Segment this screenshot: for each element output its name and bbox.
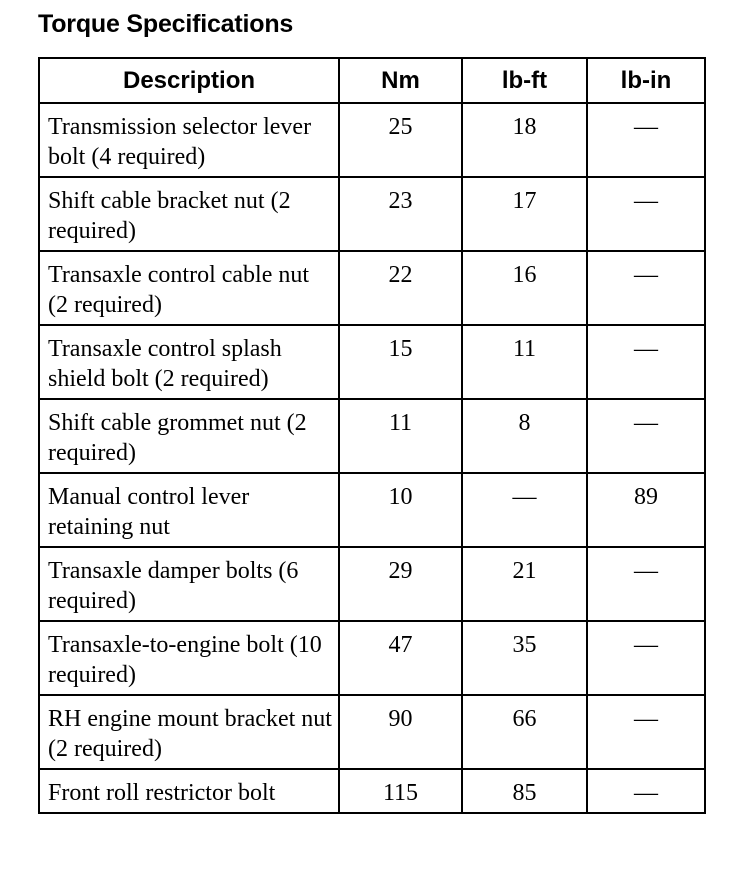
row-lb-ft: 17 bbox=[462, 177, 587, 251]
row-lb-ft: 8 bbox=[462, 399, 587, 473]
row-lb-in: — bbox=[587, 547, 705, 621]
row-nm: 115 bbox=[339, 769, 462, 813]
torque-specifications-table bbox=[38, 57, 706, 814]
row-description: Shift cable grommet nut (2 required) bbox=[39, 399, 339, 473]
table-row bbox=[39, 103, 705, 177]
row-description: Transmission selector lever bolt (4 required) bbox=[39, 103, 339, 177]
row-description: RH engine mount bracket nut (2 required) bbox=[39, 695, 339, 769]
row-description: Front roll restrictor bolt bbox=[39, 769, 339, 813]
table-row bbox=[39, 399, 705, 473]
row-description: Manual control lever retaining nut bbox=[39, 473, 339, 547]
row-lb-in: — bbox=[587, 399, 705, 473]
row-description: Shift cable bracket nut (2 required) bbox=[39, 177, 339, 251]
row-lb-in: — bbox=[587, 103, 705, 177]
row-lb-ft: 16 bbox=[462, 251, 587, 325]
row-lb-in: — bbox=[587, 251, 705, 325]
row-lb-ft: 18 bbox=[462, 103, 587, 177]
row-nm: 15 bbox=[339, 325, 462, 399]
row-lb-ft: 35 bbox=[462, 621, 587, 695]
row-nm: 23 bbox=[339, 177, 462, 251]
table-row bbox=[39, 251, 705, 325]
row-nm: 47 bbox=[339, 621, 462, 695]
row-lb-in: — bbox=[587, 325, 705, 399]
table-row bbox=[39, 325, 705, 399]
row-lb-in: — bbox=[587, 769, 705, 813]
page-title: Torque Specifications bbox=[38, 10, 294, 38]
row-lb-ft: 66 bbox=[462, 695, 587, 769]
row-lb-ft: 21 bbox=[462, 547, 587, 621]
row-nm: 25 bbox=[339, 103, 462, 177]
table-row bbox=[39, 473, 705, 547]
header-description: Description bbox=[39, 58, 339, 103]
row-description: Transaxle control splash shield bolt (2 required) bbox=[39, 325, 339, 399]
header-lb-ft: lb-ft bbox=[462, 58, 587, 103]
row-description: Transaxle control cable nut (2 required) bbox=[39, 251, 339, 325]
row-lb-in: — bbox=[587, 695, 705, 769]
table-row bbox=[39, 547, 705, 621]
table-header-row bbox=[39, 58, 705, 103]
row-lb-ft: 11 bbox=[462, 325, 587, 399]
header-nm: Nm bbox=[339, 58, 462, 103]
table-row bbox=[39, 695, 705, 769]
table-row bbox=[39, 621, 705, 695]
row-lb-in: — bbox=[587, 177, 705, 251]
row-lb-in: 89 bbox=[587, 473, 705, 547]
row-nm: 10 bbox=[339, 473, 462, 547]
table-row bbox=[39, 769, 705, 813]
row-lb-ft: — bbox=[462, 473, 587, 547]
row-lb-in: — bbox=[587, 621, 705, 695]
table-row bbox=[39, 177, 705, 251]
row-nm: 90 bbox=[339, 695, 462, 769]
row-nm: 22 bbox=[339, 251, 462, 325]
row-nm: 11 bbox=[339, 399, 462, 473]
row-description: Transaxle-to-engine bolt (10 required) bbox=[39, 621, 339, 695]
row-lb-ft: 85 bbox=[462, 769, 587, 813]
header-lb-in: lb-in bbox=[587, 58, 705, 103]
row-nm: 29 bbox=[339, 547, 462, 621]
row-description: Transaxle damper bolts (6 required) bbox=[39, 547, 339, 621]
